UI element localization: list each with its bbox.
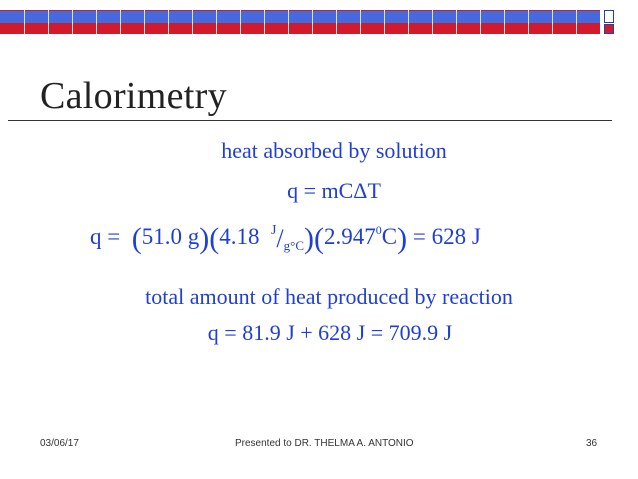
calc-result: = 628 J xyxy=(412,224,481,249)
header-grid-line xyxy=(456,10,457,34)
delta-t-value: 2.947 xyxy=(324,224,376,249)
total-q-line: q = 81.9 J + 628 J = 709.9 J xyxy=(207,320,453,345)
header-grid-line xyxy=(528,10,529,34)
header-grid-line xyxy=(312,10,313,34)
header-grid-line xyxy=(504,10,505,34)
header-grid-line xyxy=(168,10,169,34)
header-grid-line xyxy=(240,10,241,34)
header-grid-line xyxy=(264,10,265,34)
footer-page-number: 36 xyxy=(586,438,598,449)
header-grid-line xyxy=(384,10,385,34)
header-red-stripe xyxy=(0,24,600,34)
header-grid-line xyxy=(408,10,409,34)
header-grid-line xyxy=(72,10,73,34)
header-corner-box xyxy=(604,10,614,23)
header-blue-stripe xyxy=(0,10,600,24)
footer-date: 03/06/17 xyxy=(40,438,79,449)
header-grid-line xyxy=(336,10,337,34)
header-grid-line xyxy=(96,10,97,34)
q-equals: q = xyxy=(90,224,121,249)
header-grid-line xyxy=(24,10,25,34)
title-underline xyxy=(8,120,612,121)
header-grid-line xyxy=(360,10,361,34)
header-grid-line xyxy=(552,10,553,34)
header-grid-line xyxy=(480,10,481,34)
delta-t-degree: 0 xyxy=(375,223,382,237)
header-grid-line xyxy=(120,10,121,34)
calculation-line: q = (51.0 g)(4.18 $^J/_{g^\circ C})(2.947^0C) = 628$ J xyxy=(90,222,481,255)
header-grid-line xyxy=(144,10,145,34)
header-grid-line xyxy=(48,10,49,34)
mass-value: 51.0 g xyxy=(141,224,200,249)
header-corner-box-red xyxy=(604,24,614,34)
header-grid-line xyxy=(192,10,193,34)
specific-heat-value: 4.18 xyxy=(219,224,260,249)
header-grid-line xyxy=(576,10,577,34)
header-grid-line xyxy=(288,10,289,34)
header-grid-line xyxy=(432,10,433,34)
total-heat-line: total amount of heat produced by reaction xyxy=(145,284,513,309)
specific-heat-unit-numerator: J xyxy=(270,223,277,238)
slide-title: Calorimetry xyxy=(40,75,227,117)
heat-absorbed-line: heat absorbed by solution xyxy=(221,138,447,163)
heat-equation: q = mCΔT xyxy=(287,178,381,203)
delta-t-unit: C xyxy=(381,224,398,249)
header-grid-line xyxy=(216,10,217,34)
specific-heat-unit-denominator: g°C xyxy=(283,238,305,253)
footer-presenter: Presented to DR. THELMA A. ANTONIO xyxy=(235,438,414,449)
